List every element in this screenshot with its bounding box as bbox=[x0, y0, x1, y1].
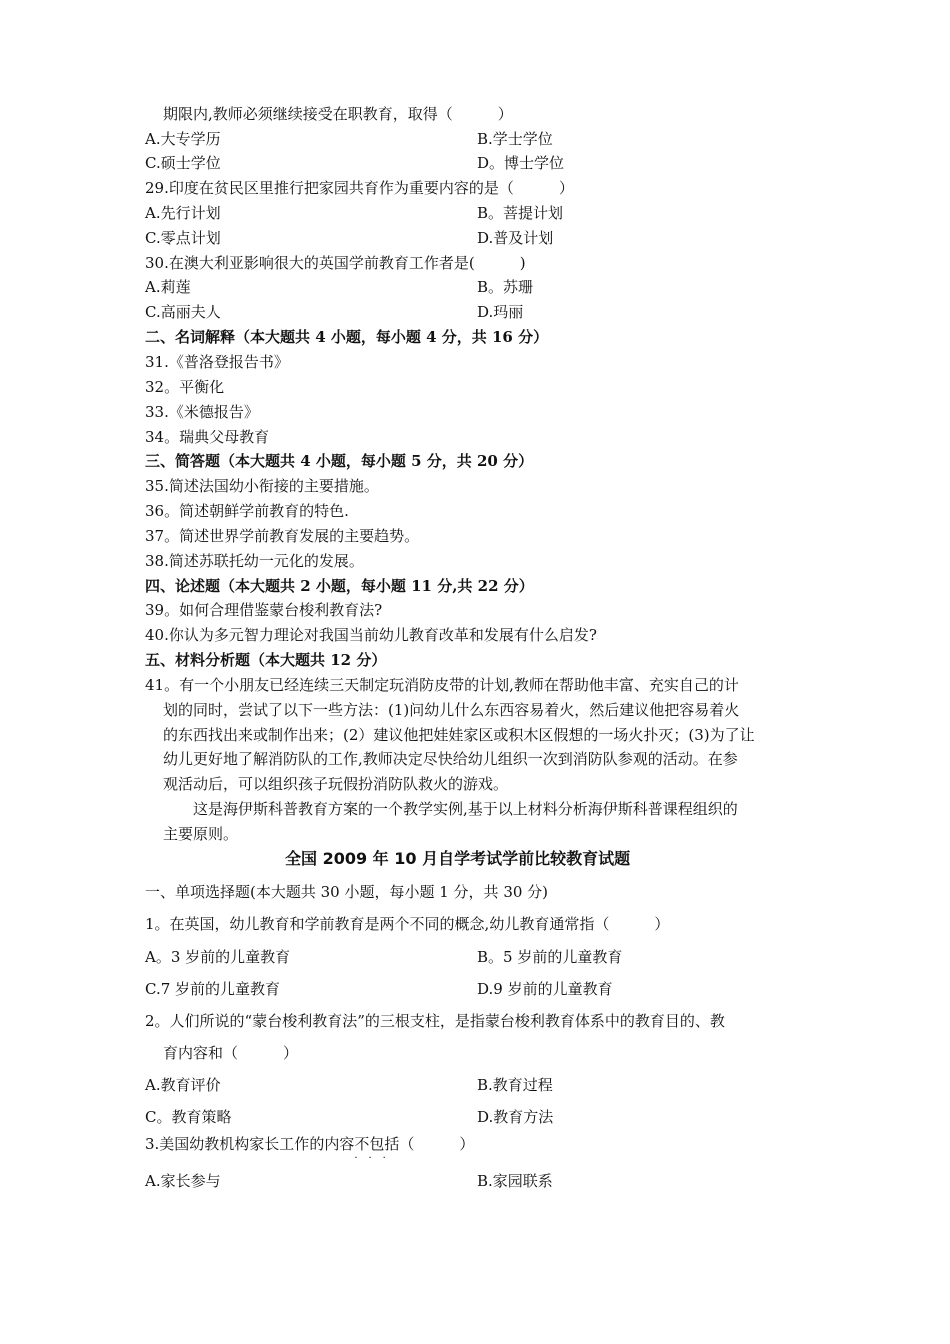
q30-option-c: C.高丽夫人 bbox=[145, 303, 221, 321]
q37-item: 37。简述世界学前教育发展的主要趋势。 bbox=[145, 527, 420, 545]
q29-option-c: C.零点计划 bbox=[145, 229, 221, 247]
q28-option-a: A.大专学历 bbox=[145, 130, 221, 148]
q41-line-4: 幼儿更好地了解消防队的工作,教师决定尽快给幼儿组织一次到消防队参观的活动。在参 bbox=[163, 750, 738, 768]
q30-option-b: B。苏珊 bbox=[477, 278, 534, 296]
p2-q3-question bbox=[145, 1134, 475, 1164]
section-heading-choice: 一、单项选择题(本大题共 30 小题，每小题 1 分，共 30 分) bbox=[145, 883, 549, 901]
q34-item: 34。瑞典父母教育 bbox=[145, 428, 270, 446]
q41-line-7: 主要原则。 bbox=[163, 825, 239, 843]
p2-q3-stem: 3.美国幼教机构家长工作的内容 bbox=[145, 1135, 355, 1153]
q35-item: 35.简述法国幼小衔接的主要措施。 bbox=[145, 477, 379, 495]
q28-option-c: C.硕士学位 bbox=[145, 154, 221, 172]
emphasis-dots-icon: ··· bbox=[354, 1153, 397, 1164]
q30-option-a: A.莉莲 bbox=[145, 278, 191, 296]
q29-option-b: B。菩提计划 bbox=[477, 204, 564, 222]
q28-option-d: D。博士学位 bbox=[477, 154, 565, 172]
q29-option-d: D.普及计划 bbox=[477, 229, 554, 247]
section-heading-material: 五、材料分析题（本大题共 12 分） bbox=[145, 651, 387, 669]
p2-q2-option-d: D.教育方法 bbox=[477, 1108, 554, 1126]
p2-q2-option-b: B.教育过程 bbox=[477, 1076, 553, 1094]
p2-q2-question-line-2: 育内容和（ ） bbox=[163, 1044, 299, 1062]
q31-item: 31.《普洛登报告书》 bbox=[145, 353, 289, 371]
p2-q1-option-c: C.7 岁前的儿童教育 bbox=[145, 980, 281, 998]
p2-q1-option-a: A。3 岁前的儿童教育 bbox=[145, 948, 291, 966]
q41-line-1: 41。有一个小朋友已经连续三天制定玩消防皮带的计划,教师在帮助他丰富、充实自己的计 bbox=[145, 676, 739, 694]
q30-option-d: D.玛丽 bbox=[477, 303, 524, 321]
q41-line-2: 划的同时，尝试了以下一些方法：(1)问幼儿什么东西容易着火，然后建议他把容易着火 bbox=[163, 701, 740, 719]
q41-line-6: 这是海伊斯科普教育方案的一个教学实例,基于以上材料分析海伊斯科普课程组织的 bbox=[193, 800, 738, 818]
q28-option-b: B.学士学位 bbox=[477, 130, 553, 148]
exam-title: 全国 2009 年 10 月自学考试学前比较教育试题 bbox=[285, 849, 631, 868]
q41-line-3: 的东西找出来或制作出来；(2）建议他把娃娃家区或积木区假想的一场火扑灭；(3)为了让 bbox=[163, 726, 755, 744]
q32-item: 32。平衡化 bbox=[145, 378, 225, 396]
section-heading-terms: 二、名词解释（本大题共 4 小题，每小题 4 分，共 16 分） bbox=[145, 328, 549, 346]
p2-q1-option-d: D.9 岁前的儿童教育 bbox=[477, 980, 613, 998]
p2-q1-question: 1。在英国，幼儿教育和学前教育是两个不同的概念,幼儿教育通常指（ ） bbox=[145, 915, 670, 933]
p2-q3-emphasis bbox=[354, 1135, 400, 1164]
q38-item: 38.简述苏联托幼一元化的发展。 bbox=[145, 552, 364, 570]
q30-question: 30.在澳大利亚影响很大的英国学前教育工作者是( ) bbox=[145, 254, 526, 272]
p2-q2-option-a: A.教育评价 bbox=[145, 1076, 221, 1094]
p2-q3-emphasis-text: 不包括 bbox=[354, 1135, 400, 1153]
p2-q3-option-a: A.家长参与 bbox=[145, 1172, 221, 1190]
q29-question: 29.印度在贫民区里推行把家园共育作为重要内容的是（ ） bbox=[145, 179, 574, 197]
q39-item: 39。如何合理借鉴蒙台梭利教育法? bbox=[145, 601, 383, 619]
section-heading-essay: 四、论述题（本大题共 2 小题，每小题 11 分,共 22 分） bbox=[145, 577, 534, 595]
p2-q2-option-c: C。教育策略 bbox=[145, 1108, 232, 1126]
q28-continuation: 期限内,教师必须继续接受在职教育，取得（ ） bbox=[163, 105, 513, 123]
q41-line-5: 观活动后，可以组织孩子玩假扮消防队救火的游戏。 bbox=[163, 775, 509, 793]
q29-option-a: A.先行计划 bbox=[145, 204, 221, 222]
q40-item: 40.你认为多元智力理论对我国当前幼儿教育改革和发展有什么启发? bbox=[145, 626, 597, 644]
section-heading-short-answer: 三、简答题（本大题共 4 小题，每小题 5 分，共 20 分） bbox=[145, 452, 534, 470]
q36-item: 36。简述朝鲜学前教育的特色. bbox=[145, 502, 349, 520]
p2-q3-blank: （ ） bbox=[399, 1135, 475, 1153]
p2-q2-question-line-1: 2。人们所说的“蒙台梭利教育法”的三根支柱，是指蒙台梭利教育体系中的教育目的、教 bbox=[145, 1012, 725, 1030]
q33-item: 33.《米德报告》 bbox=[145, 403, 259, 421]
p2-q3-option-b: B.家园联系 bbox=[477, 1172, 553, 1190]
p2-q1-option-b: B。5 岁前的儿童教育 bbox=[477, 948, 623, 966]
